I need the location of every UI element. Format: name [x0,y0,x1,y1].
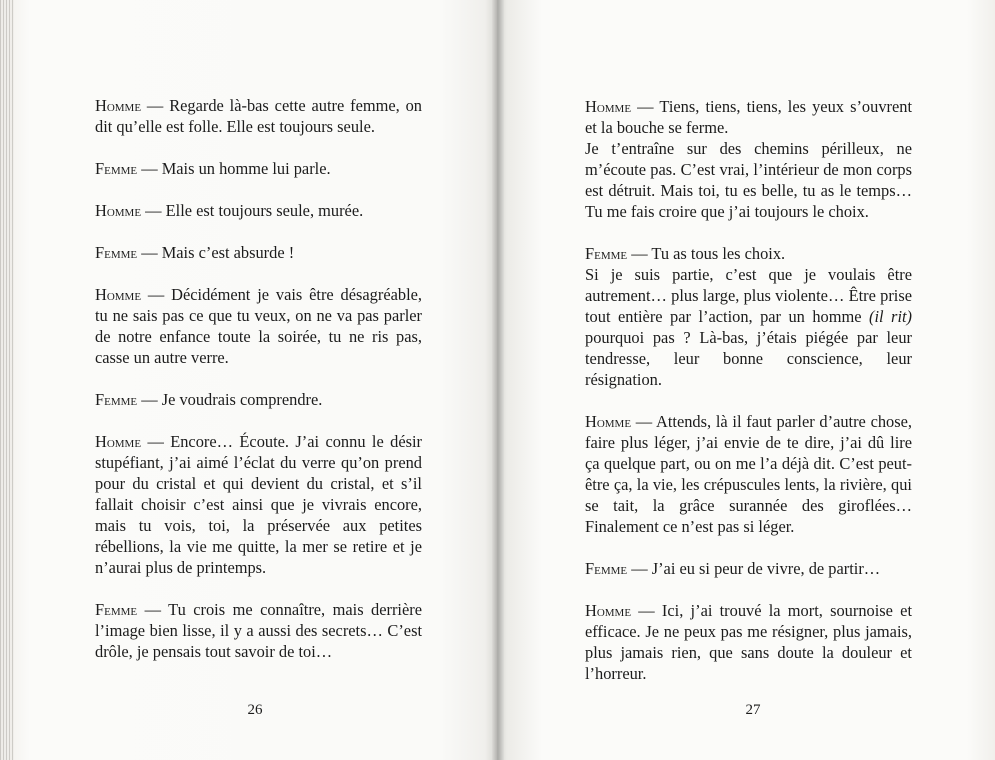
dialogue-text: — Attends, là il faut parler d’autre chose, faire plus léger, j’ai envie de te dire, j’ai dû lire ça quelque part, ou on me l’a déjà dit. C’est peut-être ça, la vie, les crépuscules lents, la rivière, qui se tait, la grâce surannée des giroflées… Finalement ce n’est pas si léger. [585,412,912,536]
dialogue-text: — Décidément je vais être désagréable, tu ne sais pas ce que tu veux, on ne va pas parler de notre enfance toute la soirée, tu ne ris pas, casse un autre verre. [95,285,422,367]
dialogue-text: — Tiens, tiens, tiens, les yeux s’ouvrent et la bouche se ferme. [585,97,912,137]
dialogue-paragraph [95,242,422,263]
dialogue-text: — Tu crois me connaître, mais derrière l’image bien lisse, il y a aussi des secrets… C’est drôle, je pensais tout savoir de toi… [95,600,422,661]
page-edges [0,0,14,760]
dialogue-text: — Mais un homme lui parle. [137,159,331,178]
dialogue-paragraph [95,158,422,179]
speaker-name: Femme [95,600,138,619]
dialogue-paragraph [585,411,912,537]
dialogue-paragraph [95,284,422,368]
dialogue-paragraph [95,200,422,221]
dialogue-paragraph [585,558,912,579]
speaker-name: Homme [95,96,142,115]
dialogue-text: — Je voudrais comprendre. [137,390,323,409]
dialogue-text: — Mais c’est absurde ! [137,243,295,262]
left-page [0,0,497,760]
speaker-name: Homme [95,432,142,451]
dialogue-text: — Tu as tous les choix. [627,244,786,263]
speaker-name: Homme [585,412,632,431]
dialogue-text: — Ici, j’ai trouvé la mort, sournoise et efficace. Je ne peux pas me résigner, plus jamais, plus jamais rien, que sans doute la douleur et l’horreur. [585,601,912,683]
dialogue-paragraph [585,96,912,222]
speaker-name: Femme [95,390,138,409]
dialogue-continuation: pourquoi pas ? Là-bas, j’étais piégée par leur tendresse, leur bonne conscience, leur résignation. [585,328,912,389]
dialogue-paragraph [95,95,422,137]
speaker-name: Homme [95,201,142,220]
right-page-text [585,96,912,705]
left-page-text [95,95,422,683]
dialogue-paragraph [95,389,422,410]
dialogue-paragraph [95,431,422,578]
book-spine [492,0,504,760]
dialogue-paragraph [95,599,422,662]
right-page [497,0,995,760]
speaker-name: Femme [95,159,138,178]
dialogue-continuation: Si je suis partie, c’est que je voulais être autrement… plus large, plus violente… Être prise tout entière par l’action, par un homme [585,265,912,326]
speaker-name: Homme [585,601,632,620]
dialogue-text: — J’ai eu si peur de vivre, de partir… [627,559,881,578]
dialogue-text: — Elle est toujours seule, murée. [141,201,364,220]
speaker-name: Homme [585,97,632,116]
page-number: 27 [745,702,761,718]
dialogue-text: — Regarde là-bas cette autre femme, on dit qu’elle est folle. Elle est toujours seule. [95,96,422,136]
page-number: 26 [247,702,263,718]
dialogue-paragraph [585,600,912,684]
speaker-name: Femme [585,244,628,263]
dialogue-continuation: Je t’entraîne sur des chemins périlleux, ne m’écoute pas. C’est vrai, l’intérieur de mon corps est détruit. Mais toi, tu es belle, tu as le temps… Tu me fais croire que j’ai toujours le choix. [585,139,912,221]
speaker-name: Femme [95,243,138,262]
dialogue-text: — Encore… Écoute. J’ai connu le désir stupéfiant, j’ai aimé l’éclat du verre qu’on prend pour du cristal et qui devient du cristal, et s’il fallait choisir c’est ainsi que je vivrais encore, mais tu vois, toi, la préservée aux petites rébellions, la vie me quitte, la mer se retire et je n’aurai plus de printemps. [95,432,422,577]
dialogue-paragraph [585,243,912,390]
speaker-name: Femme [585,559,628,578]
speaker-name: Homme [95,285,142,304]
stage-direction: (il rit) [869,307,913,326]
